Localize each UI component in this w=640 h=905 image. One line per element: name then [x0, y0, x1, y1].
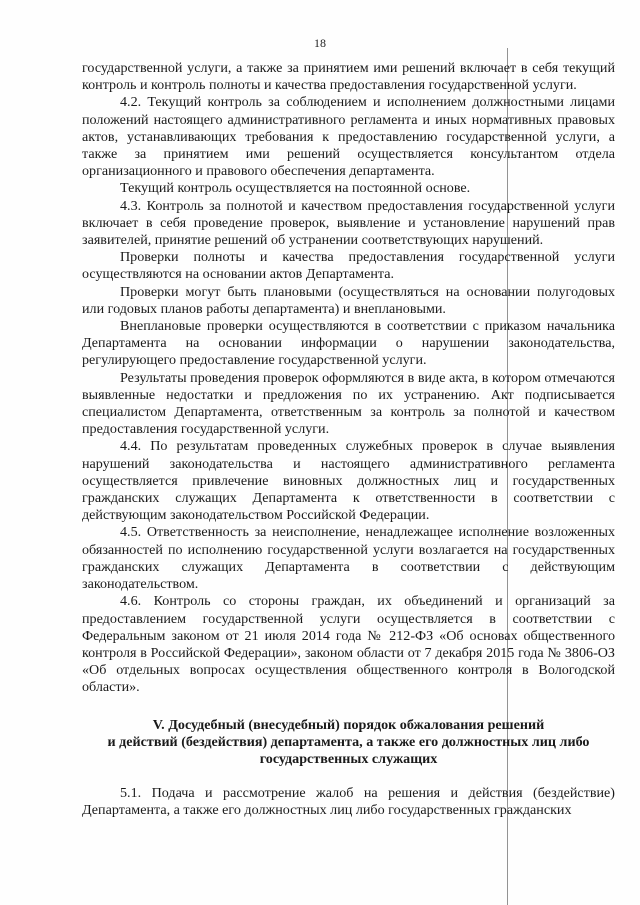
paragraph: 4.6. Контроль со стороны граждан, их объединений и организаций за предоставлением государственной услуги осуществляется в соответствии с Федеральным законом от 21 июля 2014 года № 212-ФЗ «Об основах общественного контроля в Российской Федерации», законом области от 7 декабря 2015 года № 3806-ОЗ «Об отдельных вопросах осуществления общественного контроля в Вологодской области». — [82, 593, 615, 696]
paragraph: Текущий контроль осуществляется на постоянной основе. — [120, 180, 471, 197]
paragraph: Результаты проведения проверок оформляются в виде акта, в котором отмечаются выявленные недостатки и предложения по их устранению. Акт подписывается специалистом Департамента, ответственным за контроль за полнотой и качеством предоставления государственной услуги. — [82, 369, 615, 438]
paragraph: 4.4. По результатам проведенных служебных проверок в случае выявления нарушений законодательства и настоящего административного регламента осуществляется привлечение виновных должностных лиц и государственных гражданских служащих Департамента к ответственности в соответствии с действующим законодательством Российской Федерации. — [82, 438, 615, 524]
paragraph: 4.2. Текущий контроль за соблюдением и исполнением должностными лицами положений настоящего административного регламента и иных нормативных правовых актов, устанавливающих требования к предоставлению государственной услуги, а также за принятием ими решений осуществляется консультантом отдела организационного и правового обеспечения департамента. — [82, 94, 615, 180]
section-heading-line: государственных служащих — [259, 750, 438, 767]
section-heading — [82, 717, 615, 769]
paragraph: государственной услуги, а также за принятием ими решений включает в себя текущий контроль и контроль полноты и качества предоставления государственной услуги. — [82, 60, 615, 94]
paragraph: Проверки могут быть плановыми (осуществляться на основании полугодовых или годовых планов работы департамента) и внеплановыми. — [82, 283, 615, 317]
paragraph: 4.3. Контроль за полнотой и качеством предоставления государственной услуги включает в себя проведение проверок, выявление и установление нарушений прав заявителей, принятие решений об устранении соответствующих нарушений. — [82, 197, 615, 249]
paragraph: 5.1. Подача и рассмотрение жалоб на решения и действия (бездействие) Департамента, а также его должностных лиц либо государственных гражданских — [82, 785, 615, 819]
paragraph: Проверки полноты и качества предоставления государственной услуги осуществляются на основании актов Департамента. — [82, 249, 615, 283]
document-body — [82, 60, 615, 820]
section-heading-line: V. Досудебный (внесудебный) порядок обжалования решений — [152, 716, 545, 733]
paragraph: 4.5. Ответственность за неисполнение, ненадлежащее исполнение возложенных обязанностей по исполнению государственной услуги возлагается на государственных гражданских служащих Департамента в соответствии с действующим законодательством. — [82, 524, 615, 593]
section-heading-line: и действий (бездействия) департамента, а также его должностных лиц либо — [107, 733, 590, 750]
paragraph: Внеплановые проверки осуществляются в соответствии с приказом начальника Департамента на основании информации о нарушении законодательства, регулирующего предоставление государственной услуги. — [82, 318, 615, 369]
page-number: 18 — [314, 36, 326, 50]
